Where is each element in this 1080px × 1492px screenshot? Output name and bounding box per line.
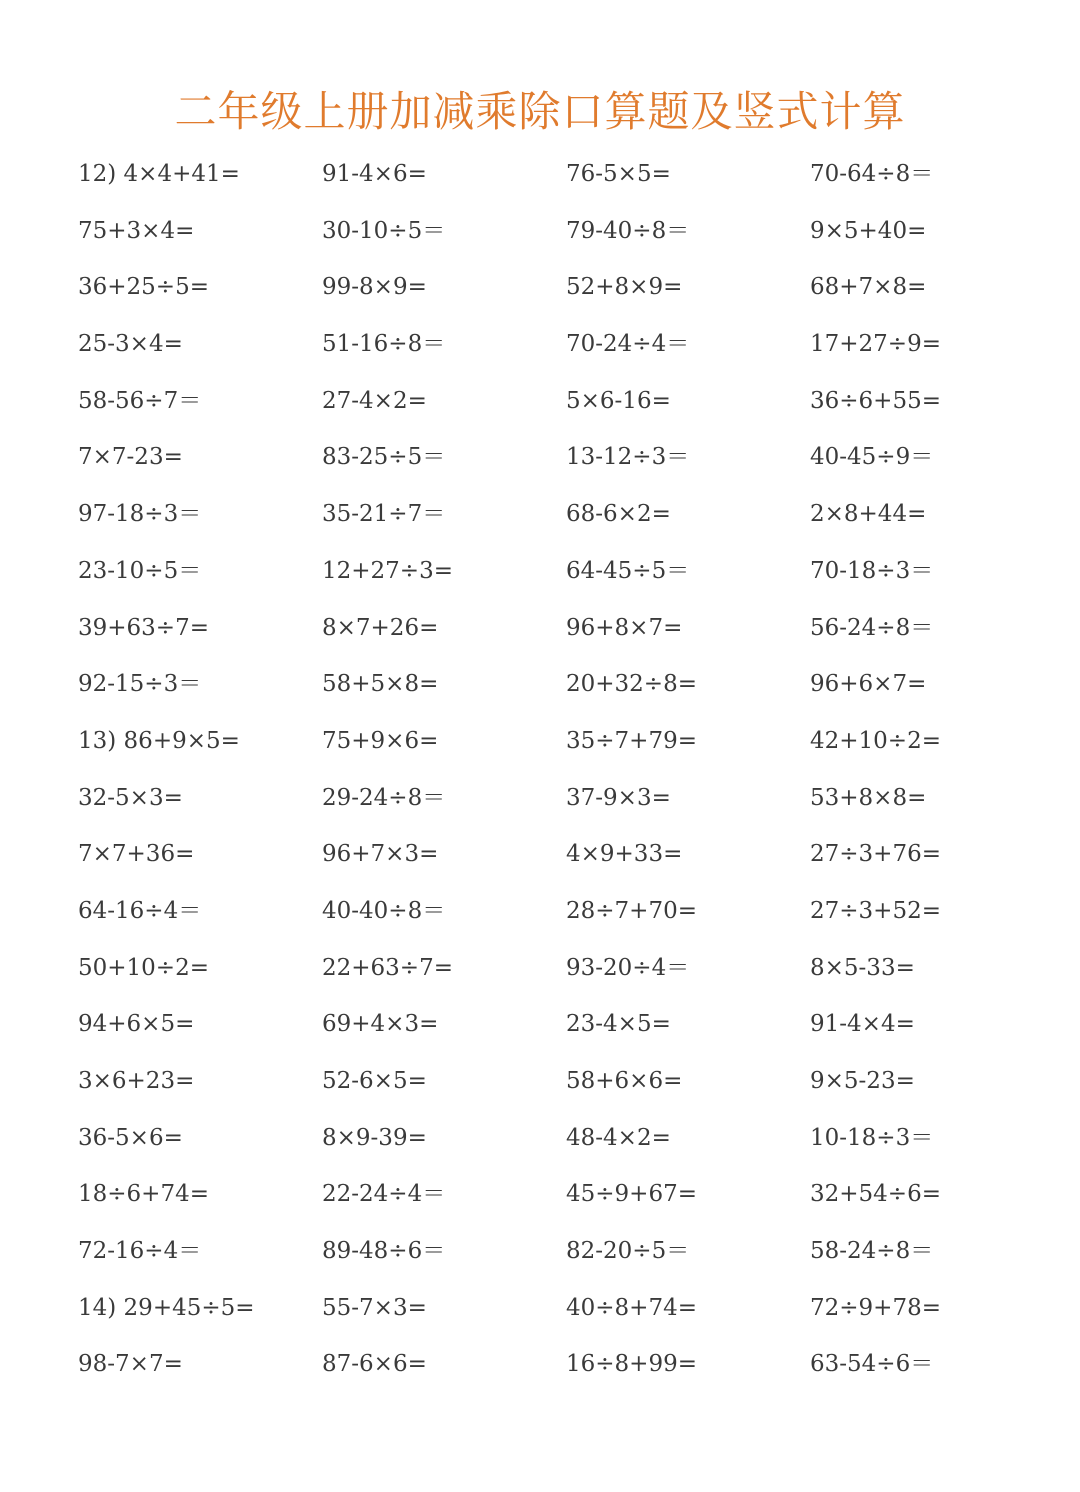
problem-item: 8×7+26=: [322, 614, 439, 641]
problem-item: 58-24÷8＝: [810, 1238, 934, 1265]
problem-item: 52-6×5=: [322, 1068, 427, 1094]
problem-item: 13-12÷3＝: [566, 444, 690, 471]
problem-item: 96+8×7=: [566, 614, 683, 641]
problem-item: 35÷7+79=: [566, 727, 697, 754]
problem-item: 58+5×8=: [322, 671, 439, 698]
problem-item: 91-4×4=: [810, 1011, 915, 1038]
problem-item: 12+27÷3=: [322, 557, 453, 584]
problem-item: 35-21÷7＝: [322, 501, 446, 528]
problem-item: 40÷8+74=: [566, 1294, 697, 1321]
problem-item: 72÷9+78=: [810, 1294, 941, 1321]
problem-item: 40-45÷9＝: [810, 444, 934, 471]
problem-item: 25-3×4=: [78, 331, 183, 358]
problem-item: 4×9+33=: [566, 841, 683, 868]
problem-item: 75+3×4=: [78, 217, 195, 244]
problem-item: 17+27÷9=: [810, 331, 941, 358]
problem-item: 69+4×3=: [322, 1011, 439, 1038]
problem-item: 63-54÷6＝: [810, 1351, 934, 1378]
problem-item: 70-18÷3＝: [810, 557, 934, 584]
problem-item: 12) 4×4+41=: [78, 161, 240, 187]
page-title: 二年级上册加减乘除口算题及竖式计算: [174, 87, 906, 136]
problem-item: 36+25÷5=: [78, 274, 209, 301]
problem-item: 27÷3+52=: [810, 897, 941, 924]
problem-item: 37-9×3=: [566, 784, 671, 811]
problem-item: 20+32÷8=: [566, 671, 697, 698]
problem-item: 18÷6+74=: [78, 1181, 209, 1208]
problem-item: 32+54÷6=: [810, 1181, 941, 1208]
problem-item: 96+6×7=: [810, 671, 927, 698]
problem-item: 75+9×6=: [322, 727, 439, 754]
problem-item: 9×5+40=: [810, 217, 927, 244]
problem-item: 82-20÷5＝: [566, 1238, 690, 1265]
problem-item: 97-18÷3＝: [78, 501, 202, 528]
problem-item: 5×6-16=: [566, 387, 671, 414]
problem-item: 13) 86+9×5=: [78, 727, 240, 754]
problem-item: 93-20÷4＝: [566, 954, 690, 981]
problem-item: 32-5×3=: [78, 784, 183, 811]
problem-item: 9×5-23=: [810, 1068, 915, 1094]
problem-item: 53+8×8=: [810, 784, 927, 811]
problem-item: 16÷8+99=: [566, 1351, 697, 1378]
problem-item: 23-10÷5＝: [78, 557, 202, 584]
problem-item: 22+63÷7=: [322, 954, 453, 981]
problem-item: 64-45÷5＝: [566, 557, 690, 584]
problem-item: 45÷9+67=: [566, 1181, 697, 1208]
problem-item: 56-24÷8＝: [810, 614, 934, 641]
problem-item: 89-48÷6＝: [322, 1238, 446, 1265]
problem-item: 91-4×6=: [322, 161, 427, 187]
problem-item: 52+8×9=: [566, 274, 683, 301]
problem-item: 22-24÷4＝: [322, 1181, 446, 1208]
problem-item: 94+6×5=: [78, 1011, 195, 1038]
problem-item: 27÷3+76=: [810, 841, 941, 868]
problem-item: 28÷7+70=: [566, 897, 697, 924]
problem-item: 64-16÷4＝: [78, 897, 202, 924]
problem-item: 8×5-33=: [810, 954, 915, 981]
problem-item: 76-5×5=: [566, 161, 671, 187]
problem-item: 96+7×3=: [322, 841, 439, 868]
problem-item: 39+63÷7=: [78, 614, 209, 641]
problem-item: 10-18÷3＝: [810, 1124, 934, 1151]
problem-item: 30-10÷5＝: [322, 217, 446, 244]
problem-item: 3×6+23=: [78, 1068, 195, 1094]
problem-item: 27-4×2=: [322, 387, 427, 414]
problem-item: 99-8×9=: [322, 274, 427, 301]
problem-item: 72-16÷4＝: [78, 1238, 202, 1265]
problem-item: 36÷6+55=: [810, 387, 941, 414]
problem-item: 98-7×7=: [78, 1351, 183, 1378]
problem-item: 7×7-23=: [78, 444, 183, 471]
problem-item: 83-25÷5＝: [322, 444, 446, 471]
problem-item: 2×8+44=: [810, 501, 927, 528]
problem-grid: [78, 148, 1058, 1395]
problem-item: 58+6×6=: [566, 1068, 683, 1094]
problem-item: 29-24÷8＝: [322, 784, 446, 811]
problem-item: 23-4×5=: [566, 1011, 671, 1038]
problem-item: 87-6×6=: [322, 1351, 427, 1378]
problem-item: 68+7×8=: [810, 274, 927, 301]
problem-item: 55-7×3=: [322, 1294, 427, 1321]
problem-item: 79-40÷8＝: [566, 217, 690, 244]
problem-item: 36-5×6=: [78, 1124, 183, 1151]
problem-item: 92-15÷3＝: [78, 671, 202, 698]
problem-item: 42+10÷2=: [810, 727, 941, 754]
problem-item: 70-24÷4＝: [566, 331, 690, 358]
problem-item: 7×7+36=: [78, 841, 195, 868]
problem-item: 51-16÷8＝: [322, 331, 446, 358]
problem-item: 14) 29+45÷5=: [78, 1294, 255, 1321]
problem-item: 48-4×2=: [566, 1124, 671, 1151]
problem-item: 68-6×2=: [566, 501, 671, 528]
problem-item: 40-40÷8＝: [322, 897, 446, 924]
problem-item: 50+10÷2=: [78, 954, 209, 981]
problem-item: 8×9-39=: [322, 1124, 427, 1151]
problem-item: 70-64÷8＝: [810, 161, 934, 187]
problem-item: 58-56÷7＝: [78, 387, 202, 414]
